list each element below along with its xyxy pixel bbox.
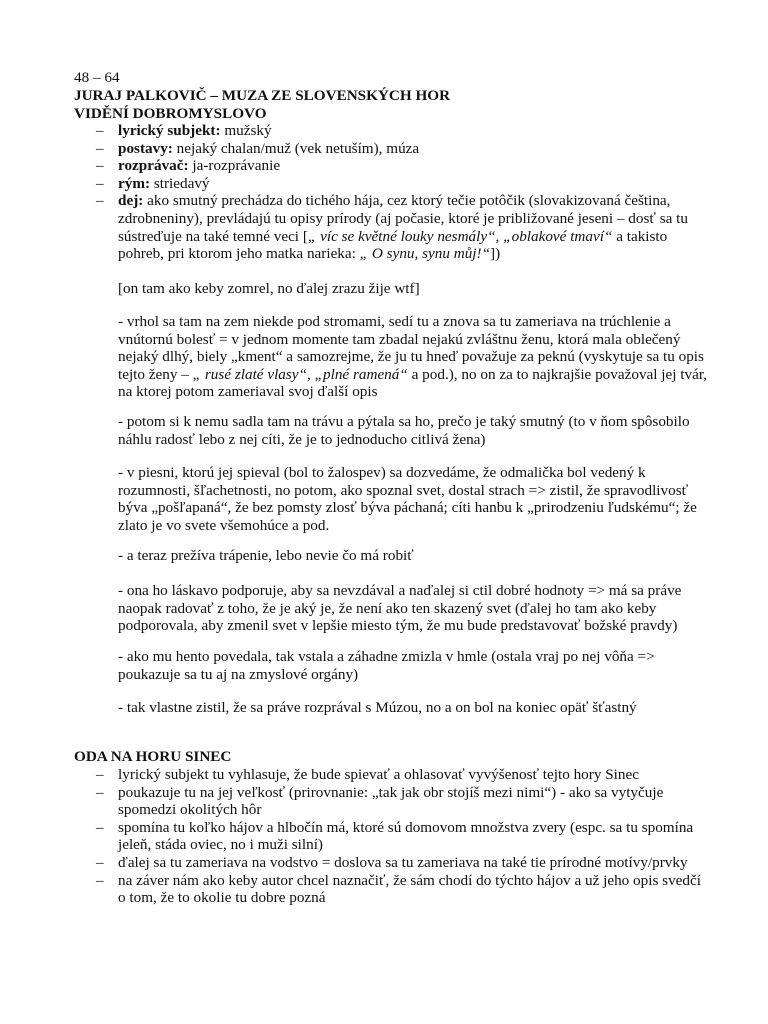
bullet-dash: – xyxy=(96,174,104,192)
item-label: rozprávač: xyxy=(118,157,189,175)
bullet-dash: – xyxy=(96,818,104,836)
item-text: mužský xyxy=(220,122,272,139)
ode-item xyxy=(74,766,704,784)
ode-item xyxy=(74,784,704,819)
plot-paragraph: - potom si k nemu sadla tam na trávu a pýtala sa ho, prečo je taký smutný (to v ňom spôsobilo náhlu radosť lebo z nej cíti, že je to jednoducho citlivá žena) xyxy=(118,413,690,448)
item-label: lyrický subjekt: xyxy=(118,122,221,139)
summary-item-rhyme xyxy=(74,175,704,193)
item-label: postavy: xyxy=(118,139,173,157)
paragraph-quote: „ rusé zlaté vlasy“, „plné ramená“ xyxy=(192,365,408,383)
bullet-dash: – xyxy=(96,139,104,157)
plot-text: ]) xyxy=(490,245,501,263)
plot-text: ako smutný prechádza do tichého hája, cez ktorý tečie potôčik (slovakizovaná čeština, zdrobneniny), prevládajú tu opisy prírody (aj počasie, ktoré je približované jeseni – dosť sa tu sústreďuje na také temné veci [ xyxy=(118,192,688,245)
plot-quote: „ O synu, synu můj!“ xyxy=(359,245,491,263)
bullet-dash: – xyxy=(96,871,104,889)
note-paragraph: [on tam ako keby zomrel, no ďalej zrazu žije wtf] xyxy=(118,280,420,297)
bullet-dash: – xyxy=(96,192,104,210)
ode-item xyxy=(74,854,704,872)
plot-paragraph: - ona ho láskavo podporuje, aby sa nevzdával a naďalej si ctil dobré hodnoty => má sa práve naopak radovať z toho, že je aký je, že není ako ten skazený svet (ďalej ho tam ako keby podporovala, aby zmenil svet v lepšie miesto tým, že mu bude predstavovať božské pravdy) xyxy=(118,582,682,635)
item-text: nejaký chalan/muž (vek netuším), múza xyxy=(172,139,420,157)
plot-quote: „ víc se květné louky nesmály“, „oblakové tmaví“ xyxy=(307,227,613,245)
summary-item-characters xyxy=(74,140,704,158)
poem-title: VIDĚNÍ DOBROMYSLOVO xyxy=(74,105,267,122)
plot-paragraph: - v piesni, ktorú jej spieval (bol to žalospev) sa dozvedáme, že odmalička bol vedený k rozumnosti, šľachetnosti, no potom, ako spoznal svet, dostal strach => zistil, že spravodlivosť býva „pošľapaná“, že bez pomsty zlosť býva páchaná; cíti hanbu k „prirodzeniu ľudskému“; že zlato je vo svete všemohúce a pod. xyxy=(118,464,697,534)
summary-item-narrator xyxy=(74,157,704,175)
ode-item xyxy=(74,872,704,907)
plot-paragraph: - a teraz prežíva trápenie, lebo nevie čo má robiť xyxy=(118,547,414,564)
item-text: striedavý xyxy=(150,174,210,192)
plot-paragraph: - ako mu hento povedala, tak vstala a záhadne zmizla v hmle (ostala vraj po nej vôňa => poukazuje sa tu aj na zmyslové orgány) xyxy=(118,648,655,683)
item-label: rým: xyxy=(118,174,151,192)
summary-list xyxy=(74,122,704,263)
ode-item xyxy=(74,819,704,854)
bullet-dash: – xyxy=(96,853,104,871)
item-text: ďalej sa tu zameriava na vodstvo = doslova sa tu zameriava na také tie prírodné motívy/prvky xyxy=(118,853,688,871)
plot-paragraph: - tak vlastne zistil, že sa práve rozprával s Múzou, no a on bol na koniec opäť šťastný xyxy=(118,699,637,716)
item-text: na záver nám ako keby autor chcel naznačiť, že sám chodí do týchto hájov a už jeho opis svedčí o tom, že to okolie tu dobre pozná xyxy=(118,871,701,907)
item-text: spomína tu koľko hájov a hlbočín má, ktoré sú domovom množstva zvery (espc. sa tu spomína jeleň, stáda oviec, no i muži silní) xyxy=(118,818,694,854)
bullet-dash: – xyxy=(96,783,104,801)
page-range: 48 – 64 xyxy=(74,69,120,86)
plot-text: a takisto pohreb, pri ktorom jeho matka narieka: xyxy=(118,227,668,263)
author-title: JURAJ PALKOVIČ – MUZA ZE SLOVENSKÝCH HOR xyxy=(74,87,451,104)
item-text: poukazuje tu na jej veľkosť (prirovnanie: „tak jak obr stojíš mezi nimi“) - ako sa vytyčuje spomedzi okolitých hôr xyxy=(118,783,664,819)
bullet-dash: – xyxy=(96,122,104,139)
summary-item-plot xyxy=(74,192,704,262)
plot-paragraph xyxy=(118,313,718,401)
item-text: lyrický subjekt tu vyhlasuje, že bude spievať a ohlasovať vyvýšenosť tejto hory Sinec xyxy=(118,766,639,783)
item-text: ja-rozprávanie xyxy=(188,157,281,175)
section-title: ODA NA HORU SINEC xyxy=(74,748,232,765)
paragraph-text: - vrhol sa tam na zem niekde pod stromami, sedí tu a znova sa tu zameriava na trúchlenie a vnútornú bolesť = v jednom momente tam zbadal nejakú zvláštnu ženu, ktorá mala oblečený nejaký dlhý, biely „kment“ a samozrejme, že ju tu hneď považuje za peknú (vyskytuje sa tu opis tejto ženy – xyxy=(118,313,704,383)
bullet-dash: – xyxy=(96,157,104,175)
summary-item-lyric-subject xyxy=(74,122,704,140)
paragraph-text: a pod.), no on za to najkrajšie považoval jej tvár, na ktorej potom zameriaval svoj ďalší opis xyxy=(118,365,708,401)
bullet-dash: – xyxy=(96,766,104,783)
item-label: dej: xyxy=(118,192,144,210)
ode-list xyxy=(74,766,704,907)
